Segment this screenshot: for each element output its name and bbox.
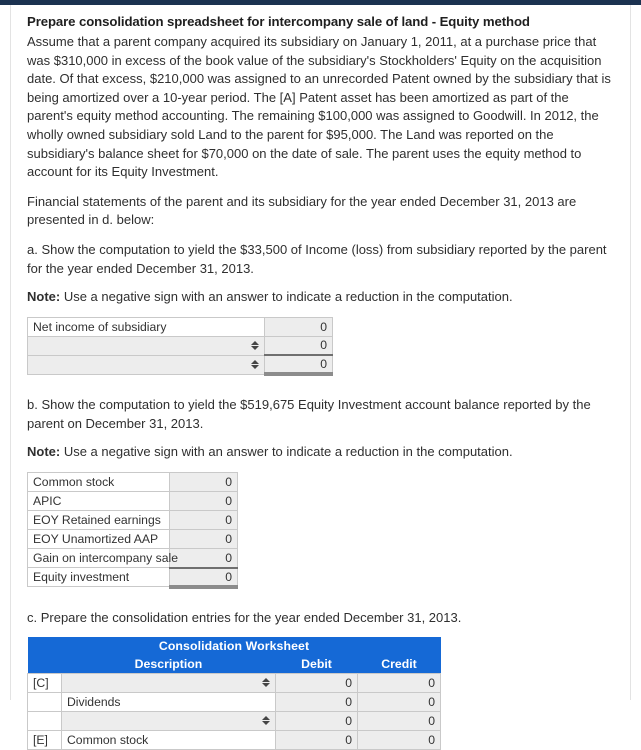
up-down-spinner-icon bbox=[261, 678, 270, 688]
row-label: EOY Unamortized AAP bbox=[28, 530, 170, 549]
question-content-panel bbox=[10, 5, 631, 747]
row-value-input[interactable]: 0 bbox=[170, 530, 238, 549]
row-value-input[interactable]: 0 bbox=[170, 492, 238, 511]
col-header-description: Description bbox=[62, 655, 276, 673]
debit-input[interactable]: 0 bbox=[276, 711, 358, 730]
row-value-input[interactable]: 0 bbox=[265, 336, 333, 355]
page-title: Prepare consolidation spreadsheet for intercompany sale of land - Equity method bbox=[27, 14, 530, 29]
note-text: Use a negative sign with an answer to indicate a reduction in the computation. bbox=[60, 444, 513, 460]
description-label: Dividends bbox=[62, 692, 276, 711]
table-row bbox=[28, 336, 333, 355]
description-select-dropdown[interactable] bbox=[62, 711, 276, 730]
credit-input[interactable]: 0 bbox=[358, 730, 441, 749]
part-b-note bbox=[27, 443, 614, 462]
table-row bbox=[28, 530, 238, 549]
row-label: APIC bbox=[28, 492, 170, 511]
description-select-dropdown[interactable] bbox=[62, 673, 276, 692]
table-row bbox=[28, 711, 441, 730]
row-value-input[interactable]: 0 bbox=[170, 511, 238, 530]
part-c-prompt: c. Prepare the consolidation entries for the year ended December 31, 2013. bbox=[27, 609, 462, 625]
consolidation-worksheet-table bbox=[27, 637, 441, 750]
row-value-input[interactable]: 0 bbox=[170, 549, 238, 568]
row-label: Equity investment bbox=[28, 568, 170, 587]
entry-code: [E] bbox=[28, 730, 62, 749]
financial-statements-note: Financial statements of the parent and its subsidiary for the year ended December 31, 2013 are presented in d. below: bbox=[27, 193, 577, 228]
table-row bbox=[28, 492, 238, 511]
row-value-input[interactable]: 0 bbox=[265, 355, 333, 374]
part-a-answer-table bbox=[27, 317, 333, 377]
note-label: Note: bbox=[27, 444, 61, 460]
col-header-credit: Credit bbox=[358, 655, 441, 673]
worksheet-title-row bbox=[28, 637, 441, 655]
table-row bbox=[28, 473, 238, 492]
up-down-spinner-icon bbox=[250, 341, 259, 351]
table-row bbox=[28, 673, 441, 692]
row-select-dropdown[interactable] bbox=[28, 355, 265, 374]
entry-code: [C] bbox=[28, 673, 62, 692]
row-label: EOY Retained earnings bbox=[28, 511, 170, 530]
debit-input[interactable]: 0 bbox=[276, 730, 358, 749]
credit-input[interactable]: 0 bbox=[358, 673, 441, 692]
row-value-input[interactable]: 0 bbox=[170, 473, 238, 492]
up-down-spinner-icon bbox=[261, 716, 270, 726]
table-row bbox=[28, 730, 441, 749]
table-row bbox=[28, 692, 441, 711]
up-down-spinner-icon bbox=[250, 360, 259, 370]
note-text: Use a negative sign with an answer to indicate a reduction in the computation. bbox=[60, 289, 513, 305]
col-header-debit: Debit bbox=[276, 655, 358, 673]
part-a-prompt: a. Show the computation to yield the $33,500 of Income (loss) from subsidiary reported by the parent for the year ended December 31, 2013. bbox=[27, 241, 607, 276]
row-label: Net income of subsidiary bbox=[28, 317, 265, 336]
table-row bbox=[28, 317, 333, 336]
table-row bbox=[28, 549, 238, 568]
note-label: Note: bbox=[27, 289, 61, 305]
credit-input[interactable]: 0 bbox=[358, 711, 441, 730]
row-value-input[interactable]: 0 bbox=[265, 317, 333, 336]
problem-description: Assume that a parent company acquired its subsidiary on January 1, 2011, at a purchase price that was $310,000 in excess of the book value of the subsidiary's Stockholders' Equity on the acquisition date. Of that excess, $210,000 was assigned to an unrecorded Patent owned by the subsidiary that is being amortized over a 10-year period. The [A] Patent asset has been amortized as part of the parent's equity method accounting. The remaining $100,000 was assigned to Goodwill. In 2012, the wholly owned subsidiary sold Land to the parent for $95,000. The Land was reported on the subsidiary's balance sheet for $70,000 on the date of sale. The parent uses the equity method to account for its Equity Investment. bbox=[27, 34, 611, 180]
description-label: Common stock bbox=[62, 730, 276, 749]
debit-input[interactable]: 0 bbox=[276, 673, 358, 692]
debit-input[interactable]: 0 bbox=[276, 692, 358, 711]
part-b-prompt: b. Show the computation to yield the $519,675 Equity Investment account balance reported by the parent on December 31, 2013. bbox=[27, 397, 591, 431]
table-row bbox=[28, 568, 238, 587]
credit-input[interactable]: 0 bbox=[358, 692, 441, 711]
part-b-answer-table bbox=[27, 472, 238, 589]
row-select-dropdown[interactable] bbox=[28, 336, 265, 355]
col-header-code bbox=[28, 655, 62, 673]
worksheet-title: Consolidation Worksheet bbox=[28, 637, 441, 655]
table-row bbox=[28, 511, 238, 530]
row-value-input[interactable]: 0 bbox=[170, 568, 238, 587]
table-row bbox=[28, 355, 333, 374]
row-label: Gain on intercompany sale bbox=[28, 549, 170, 568]
entry-code bbox=[28, 711, 62, 730]
part-a-note bbox=[27, 288, 614, 307]
row-label: Common stock bbox=[28, 473, 170, 492]
worksheet-header-row bbox=[28, 655, 441, 673]
entry-code bbox=[28, 692, 62, 711]
